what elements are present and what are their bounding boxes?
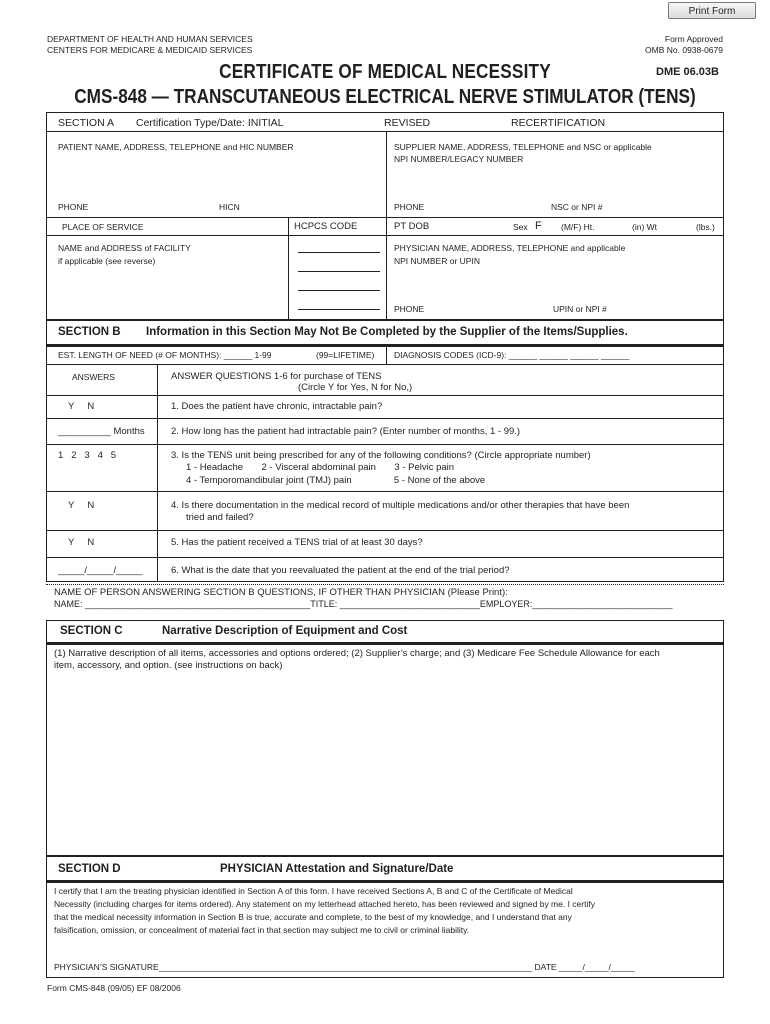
- q3-text: 3. Is the TENS unit being prescribed for any of the following conditions? (Circle appropriate number): [171, 450, 591, 461]
- form-subtitle: CMS-848 — TRANSCUTANEOUS ELECTRICAL NERVE STIMULATOR (TENS): [74, 86, 696, 108]
- section-c-heading: Narrative Description of Equipment and Cost: [162, 625, 408, 637]
- department-name: DEPARTMENT OF HEALTH AND HUMAN SERVICES: [47, 34, 253, 44]
- q4-text: 4. Is there documentation in the medical record of multiple medications and/or other therapies that have been: [171, 500, 630, 511]
- print-form-button[interactable]: Print Form: [668, 2, 756, 19]
- est-length-need[interactable]: EST. LENGTH OF NEED (# OF MONTHS): ______ 1-99: [58, 350, 272, 360]
- divider: [46, 131, 724, 132]
- q1-text: 1. Does the patient have chronic, intractable pain?: [171, 401, 383, 412]
- physician-phone-label: PHONE: [394, 304, 425, 314]
- divider: [288, 217, 289, 320]
- attestation-line-1: I certify that I am the treating physician identified in Section A of this form. I have received Sections A, B and C of the Certificate of Medical: [54, 886, 573, 896]
- q5-answer[interactable]: Y N: [68, 537, 95, 548]
- q3-options-2: 4 - Temporomandibular joint (TMJ) pain 5 - None of the above: [186, 475, 486, 486]
- form-approved: Form Approved: [664, 34, 723, 44]
- diagnosis-codes[interactable]: DIAGNOSIS CODES (ICD-9): ______ ______ ______ ______: [394, 350, 630, 360]
- q4-answer[interactable]: Y N: [68, 500, 95, 511]
- hcpcs-line[interactable]: [298, 309, 380, 310]
- section-c-label: SECTION C: [60, 625, 123, 637]
- q2-answer[interactable]: __________ Months: [58, 426, 145, 437]
- facility-label: NAME and ADDRESS of FACILITY: [58, 243, 191, 253]
- q6-answer[interactable]: _____/_____/_____: [58, 565, 143, 576]
- q3-options-1: 1 - Headache 2 - Visceral abdominal pain 3 - Pelvic pain: [186, 462, 455, 473]
- omb-number: OMB No. 0938-0679: [645, 45, 723, 55]
- divider: [46, 491, 724, 492]
- section-c-instructions: (1) Narrative description of all items, accessories and options ordered; (2) Supplier’s charge; and (3) Medicare Fee Schedule Allowance for each: [54, 648, 660, 659]
- divider: [386, 131, 387, 320]
- hcpcs-line[interactable]: [298, 252, 380, 253]
- lbs-label: (lbs.): [696, 222, 715, 232]
- nsc-label: NSC or NPI #: [551, 202, 603, 212]
- sex-label: Sex: [513, 222, 528, 232]
- divider: [46, 217, 724, 218]
- attestation-line-4: falsification, omission, or concealment of material fact in that section may subject me to civil or criminal liability.: [54, 925, 470, 935]
- recertification-option: RECERTIFICATION: [511, 117, 606, 129]
- answer-instructions: ANSWER QUESTIONS 1-6 for purchase of TENS: [171, 371, 382, 382]
- divider: [46, 557, 724, 558]
- supplier-label: SUPPLIER NAME, ADDRESS, TELEPHONE and NSC or applicable: [394, 142, 652, 152]
- q6-text: 6. What is the date that you reevaluated the patient at the end of the trial period?: [171, 565, 510, 576]
- divider: [46, 418, 724, 419]
- revised-option: REVISED: [384, 117, 431, 129]
- divider: [46, 235, 724, 236]
- divider: [386, 346, 387, 364]
- q2-text: 2. How long has the patient had intractable pain? (Enter number of months, 1 - 99.): [171, 426, 521, 437]
- divider: [157, 364, 158, 582]
- physician-signature-line[interactable]: PHYSICIAN’S SIGNATURE_______________________________________________________________________________ DATE _____/_____/_____: [54, 962, 635, 972]
- dme-code: DME 06.03B: [656, 66, 719, 78]
- patient-label: PATIENT NAME, ADDRESS, TELEPHONE and HIC NUMBER: [58, 142, 294, 152]
- facility-note: if applicable (see reverse): [58, 256, 156, 266]
- q3-answer[interactable]: 1 2 3 4 5: [58, 450, 117, 461]
- attestation-line-3: that the medical necessity information in Section B is true, accurate and complete, to the best of my knowledge, and I understand that any: [54, 912, 572, 922]
- section-c-box[interactable]: [46, 644, 724, 856]
- section-a-label: SECTION A: [58, 117, 115, 129]
- hcpcs-line[interactable]: [298, 271, 380, 272]
- weight-label: (in) Wt: [632, 222, 658, 232]
- q4-text-cont: tried and failed?: [186, 512, 254, 523]
- name-person-label: NAME OF PERSON ANSWERING SECTION B QUESTIONS, IF OTHER THAN PHYSICIAN (Please Print):: [54, 587, 508, 598]
- hcpcs-line[interactable]: [298, 290, 380, 291]
- divider: [46, 584, 724, 585]
- agency-name: CENTERS FOR MEDICARE & MEDICAID SERVICES: [47, 45, 253, 55]
- physician-npi-label: NPI NUMBER or UPIN: [394, 256, 480, 266]
- upin-label: UPIN or NPI #: [553, 304, 607, 314]
- section-d-label: SECTION D: [58, 863, 121, 875]
- divider: [46, 395, 724, 396]
- place-of-service-label: PLACE OF SERVICE: [62, 222, 144, 232]
- pt-dob-label: PT DOB: [394, 221, 430, 232]
- q5-text: 5. Has the patient received a TENS trial of at least 30 days?: [171, 537, 423, 548]
- answer-instructions-circle: (Circle Y for Yes, N for No,): [298, 382, 413, 393]
- supplier-npi-label: NPI NUMBER/LEGACY NUMBER: [394, 154, 524, 164]
- divider: [46, 444, 724, 445]
- q1-answer[interactable]: Y N: [68, 401, 95, 412]
- hcpcs-label: HCPCS CODE: [294, 221, 358, 232]
- divider: [46, 530, 724, 531]
- patient-phone-label: PHONE: [58, 202, 89, 212]
- form-title: CERTIFICATE OF MEDICAL NECESSITY: [219, 61, 551, 83]
- certification-type: Certification Type/Date: INITIAL: [136, 117, 284, 129]
- section-c-instructions-cont: item, accessory, and option. (see instructions on back): [54, 660, 283, 671]
- physician-label: PHYSICIAN NAME, ADDRESS, TELEPHONE and applicable: [394, 243, 626, 253]
- height-label: (M/F) Ht.: [561, 222, 595, 232]
- answers-header: ANSWERS: [72, 372, 115, 382]
- name-title-employer-line[interactable]: NAME: _____________________________________________TITLE: ____________________________EMPLOYER:____________________________: [54, 599, 673, 609]
- lifetime-note: (99=LIFETIME): [316, 350, 375, 360]
- form-footer: Form CMS-848 (09/05) EF 08/2006: [47, 983, 181, 993]
- attestation-line-2: Necessity (including charges for items ordered). Any statement on my letterhead attached hereto, has been reviewed and signed by me. I certify: [54, 899, 595, 909]
- section-b-label: SECTION B: [58, 326, 121, 338]
- section-b-heading: Information in this Section May Not Be Completed by the Supplier of the Items/Supplies.: [146, 326, 628, 338]
- section-d-heading: PHYSICIAN Attestation and Signature/Date: [220, 863, 454, 875]
- divider: [46, 364, 724, 365]
- sex-value[interactable]: F: [535, 220, 542, 232]
- hicn-label: HICN: [219, 202, 240, 212]
- supplier-phone-label: PHONE: [394, 202, 425, 212]
